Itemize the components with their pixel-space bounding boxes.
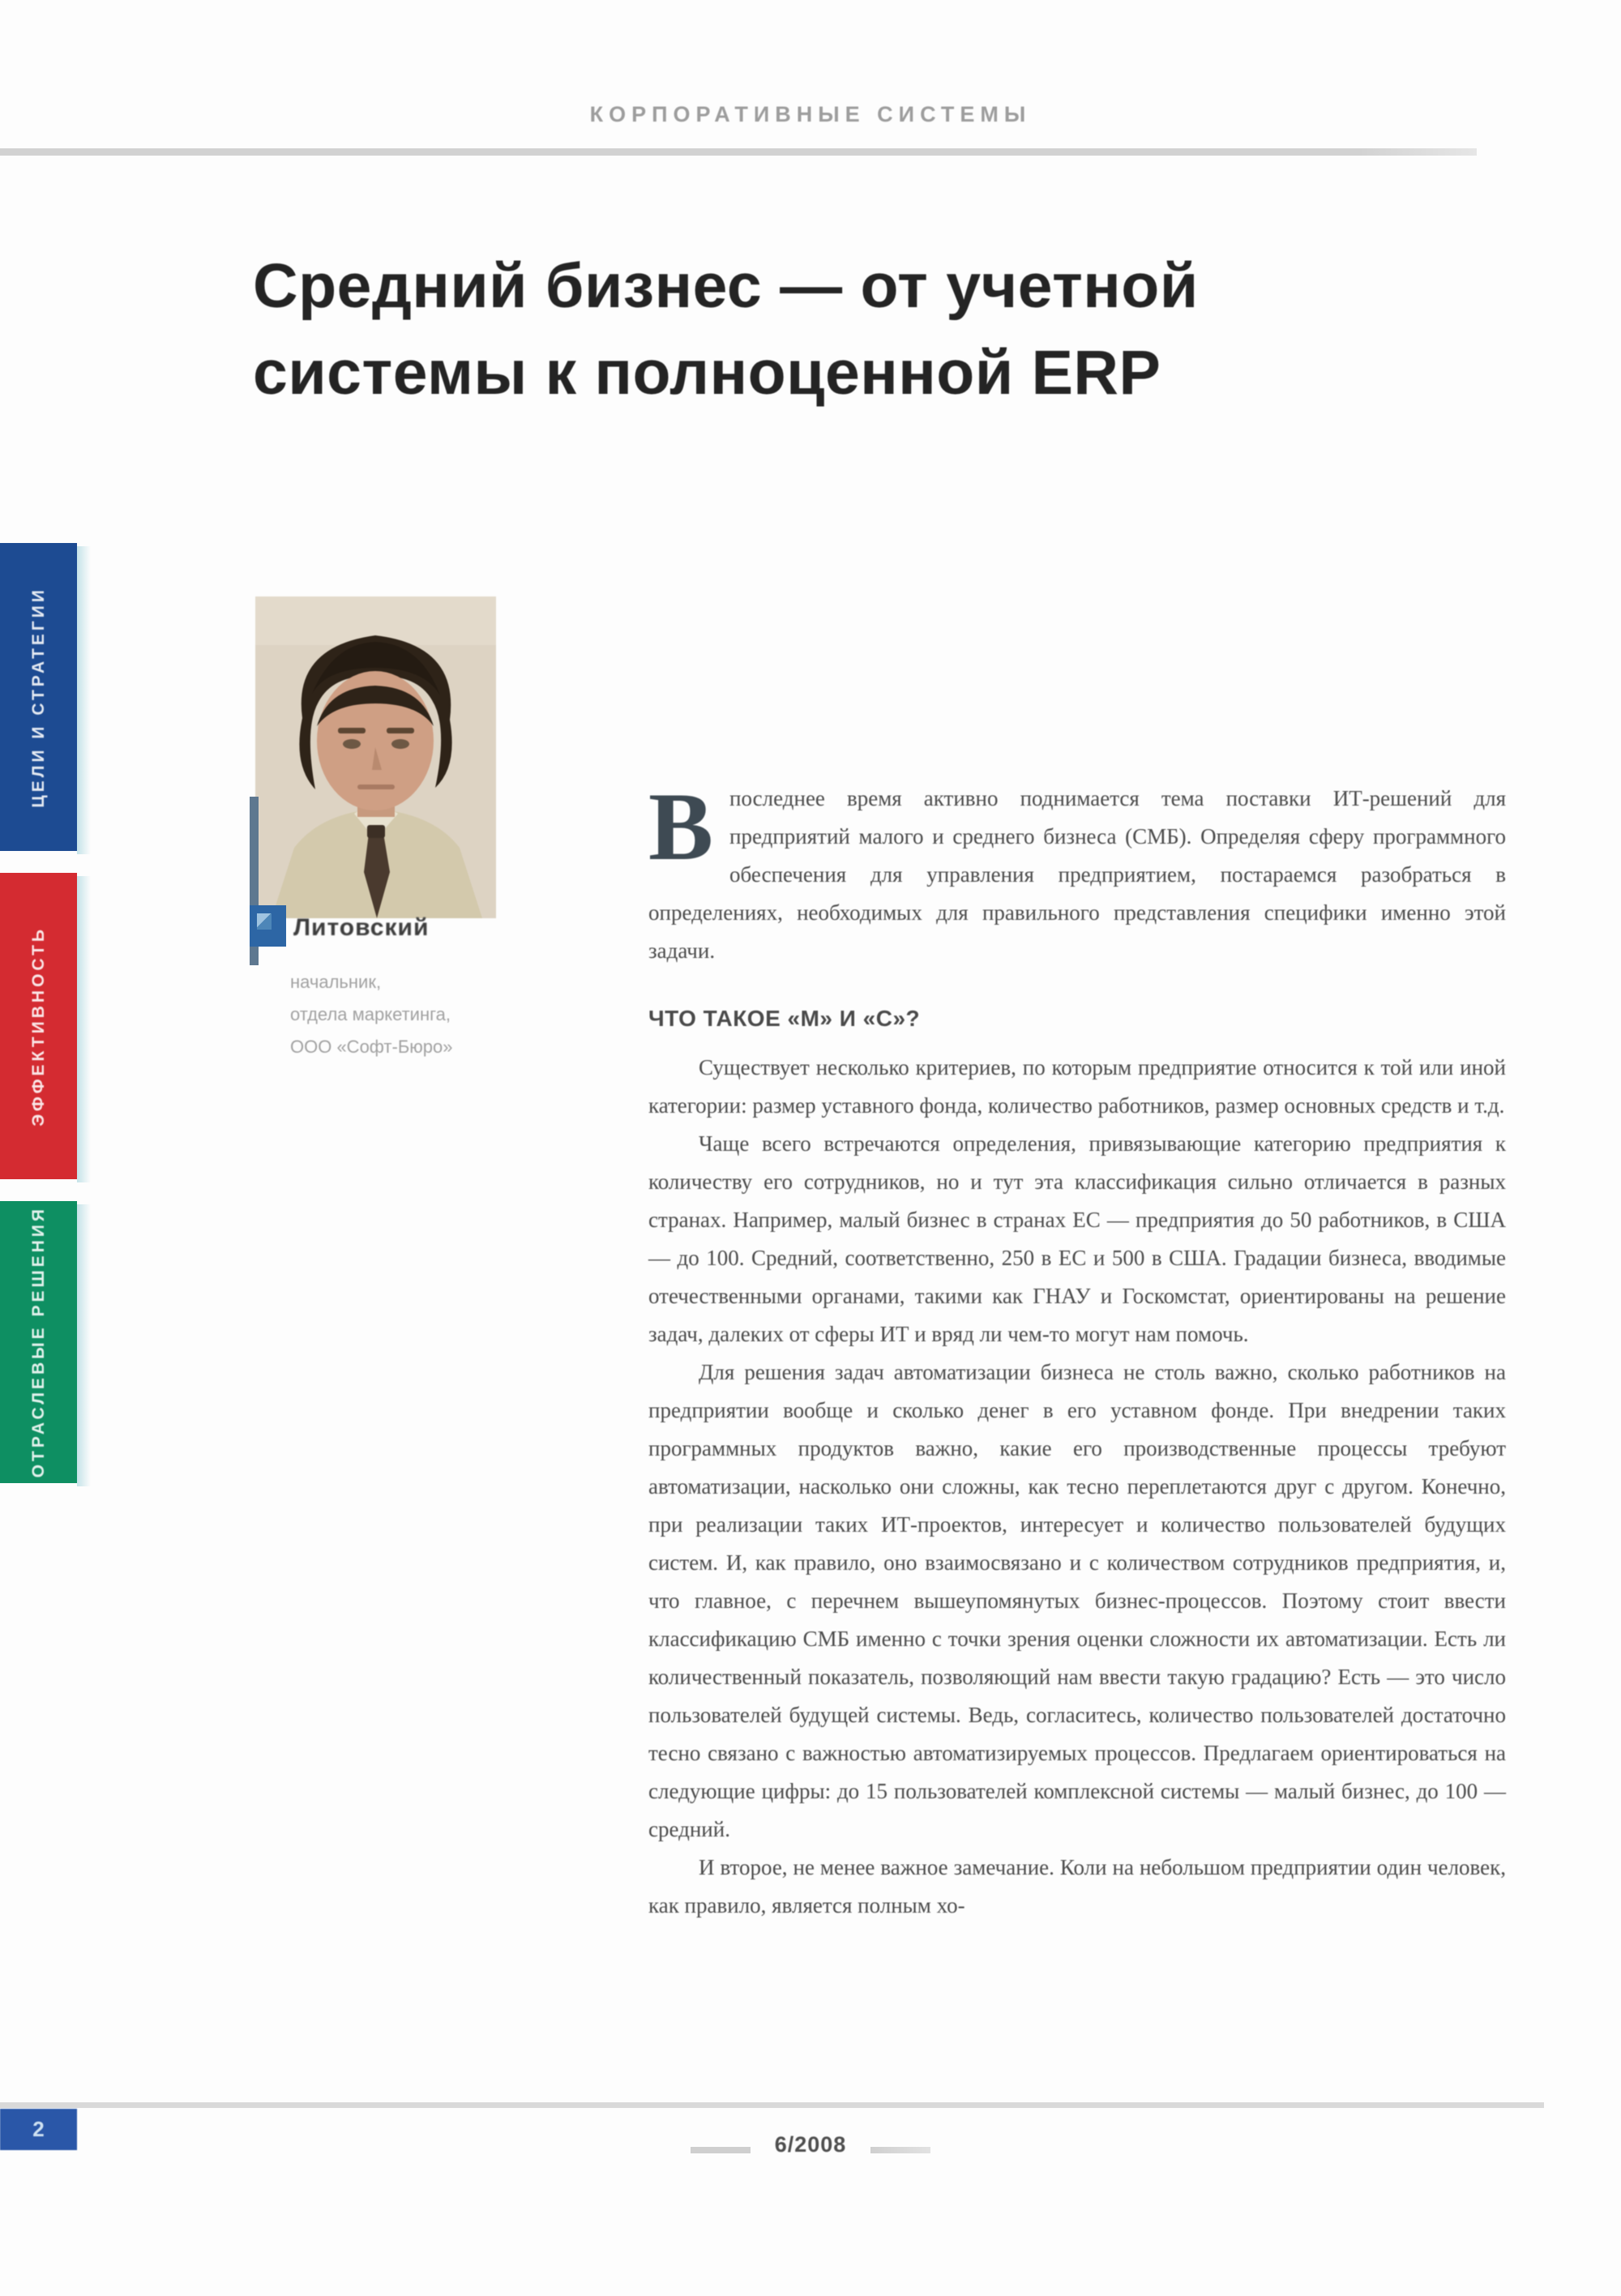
author-photo bbox=[255, 596, 496, 918]
footer-dash-right bbox=[870, 2147, 930, 2153]
sidebar-tab-efficiency bbox=[0, 873, 77, 1179]
section-heading: ЧТО ТАКОЕ «М» И «С»? bbox=[648, 1006, 921, 1031]
author-name: Литовский bbox=[293, 914, 430, 941]
article-paragraph-lead-text: последнее время активно поднимается тема поставки ИТ-решений для предприятий малого и среднего бизнеса (СМБ). Определяя сферу программного обеспечения для управления предприятием, постараемся разобраться в определениях, необходимых для правильного представления специфики именно этой задачи. bbox=[648, 786, 1506, 963]
article-paragraph: Чаще всего встречаются определения, привязывающие категорию предприятия к количеству его сотрудников, но и тут эта классификация сильно отличается в разных странах. Например, малый бизнес в странах ЕС — предприятия до 50 работников, в США — до 100. Средний, соответственно, 250 в ЕС и 500 в США. Градации бизнеса, вводимые отечественными органами, такими как ГНАУ и Госкомстат, ориентированы на решение задач, далеких от сферы ИТ и вряд ли чем-то могут нам помочь. bbox=[648, 1131, 1506, 1346]
footer-dash-left bbox=[691, 2147, 751, 2153]
article-paragraph: Для решения задач автоматизации бизнеса не столь важно, сколько работников на предприятии вообще и сколько денег в его уставном фонде. При внедрении таких программных продуктов важно, какие его производственные процессы требуют автоматизации, насколько они сложны, как тесно переплетаются друг с другом. Конечно, при реализации таких ИТ-проектов, интересует и количество пользователей будущих систем. И, как правило, оно взаимосвязано и с количеством сотрудников предприятия, и, что главное, с перечнем вышеупомянутых бизнес-процессов. Поэтому стоит ввести классификацию СМБ именно с точки зрения оценки сложности их автоматизации. Есть ли количественный показатель, позволяющий нам ввести такую градацию? Есть — это число пользователей будущей системы. Ведь, согласитесь, количество пользователей достаточно тесно связано с важностью автоматизируемых процессов. Предлагаем ориентироваться на следующие цифры: до 15 пользователей комплексной системы — малый бизнес, до 100 — средний. bbox=[648, 1360, 1506, 1841]
article-title bbox=[253, 243, 1428, 417]
article-title-line2: системы к полноценной ERP bbox=[253, 338, 1161, 408]
article-body bbox=[648, 772, 1506, 1925]
author-info bbox=[290, 966, 452, 1063]
sidebar-tab-efficiency-label: ЭФФЕКТИВНОСТЬ bbox=[28, 926, 48, 1127]
author-photo-illustration bbox=[255, 596, 496, 918]
author-info-line1: начальник, bbox=[290, 972, 382, 992]
sidebar-tab-industry bbox=[0, 1201, 77, 1483]
drop-cap: В bbox=[648, 772, 714, 880]
article-paragraph: И второе, не менее важное замечание. Коли на небольшом предприятии один человек, как правило, является полным хо- bbox=[648, 1855, 1506, 1918]
article-paragraph-lead bbox=[648, 772, 1506, 970]
author-badge-icon bbox=[250, 905, 286, 947]
author-info-line2: отдела маркетинга, bbox=[290, 1004, 451, 1024]
rubric-header: КОРПОРАТИВНЫЕ СИСТЕМЫ bbox=[589, 102, 1032, 126]
page-number-badge: 2 bbox=[0, 2109, 77, 2150]
footer-issue: 6/2008 bbox=[774, 2132, 847, 2157]
author-info-line3: ООО «Софт-Бюро» bbox=[290, 1037, 453, 1057]
footer-rule bbox=[0, 2102, 1544, 2108]
article-paragraph: Существует несколько критериев, по которым предприятие относится к той или иной категории: размер уставного фонда, количество работников, размер основных средств и т.д. bbox=[648, 1055, 1506, 1118]
header-rule bbox=[0, 148, 1477, 156]
sidebar-tab-strategy bbox=[0, 543, 77, 851]
sidebar-tab-strategy-label: ЦЕЛИ И СТРАТЕГИИ bbox=[28, 586, 48, 808]
sidebar-tab-industry-label: ОТРАСЛЕВЫЕ РЕШЕНИЯ bbox=[28, 1206, 48, 1478]
article-title-line1: Средний бизнес — от учетной bbox=[253, 251, 1199, 321]
